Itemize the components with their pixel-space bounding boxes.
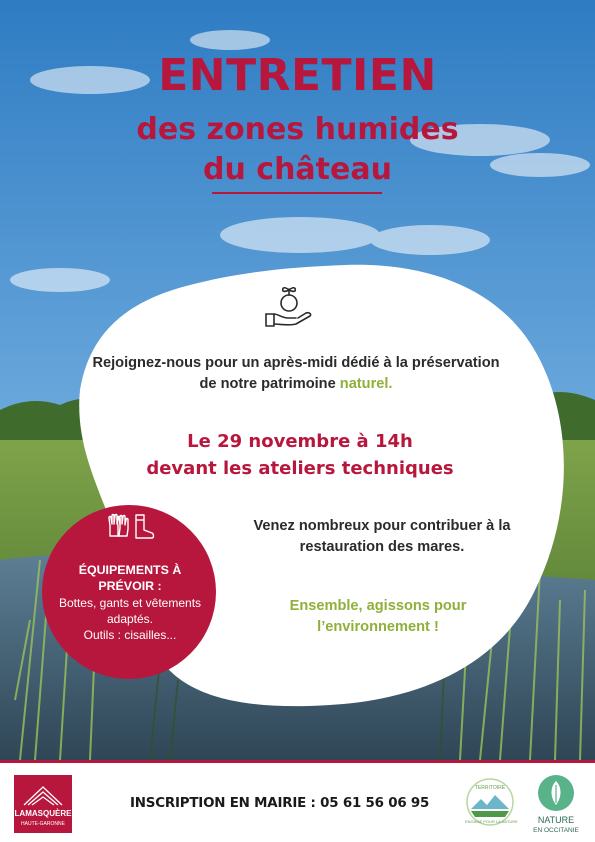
invite-text: Venez nombreux pour contribuer à la restauration des mares. (253, 518, 511, 555)
gloves-icon (109, 515, 128, 537)
equipment-line-2: Outils : cisailles... (83, 628, 177, 642)
event-date-line-2: devant les ateliers techniques (146, 458, 454, 479)
nature-occitanie-logo (528, 773, 584, 837)
nature-line-1: NATURE (537, 815, 575, 825)
logo-town-region: HAUTE-GARONNE (21, 821, 65, 827)
intro-highlight: naturel. (339, 376, 393, 392)
equipment-icons (104, 512, 156, 542)
lamasquere-logo (14, 775, 72, 833)
event-date (120, 428, 480, 482)
equipment-line-1: Bottes, gants et vêtements adaptés. (58, 596, 202, 626)
event-date-line-1: Le 29 novembre à 14h (187, 431, 413, 452)
intro-text (92, 353, 500, 395)
nature-line-2: EN OCCITANIE (533, 827, 579, 834)
equipment-list (58, 595, 202, 643)
boot-icon (136, 515, 154, 538)
slogan-text: Ensemble, agissons pour l’environnement ! (289, 598, 467, 635)
title-line-3: du château (203, 152, 392, 187)
logo-town-name: LAMASQUÈRE (14, 809, 72, 818)
territoire-top-text: TERRITOIRE (474, 785, 506, 791)
territoire-bottom-text: ENGAGÉ POUR LA NATURE (465, 819, 518, 824)
equipment-title: ÉQUIPEMENTS À PRÉVOIR : (78, 563, 182, 593)
footer (0, 760, 595, 842)
title-line-1: ENTRETIEN (158, 50, 437, 101)
territoire-nature-logo (465, 775, 518, 829)
title-line-2: des zones humides (136, 112, 459, 147)
intro-text-main: Rejoignez-nous pour un après-midi dédié à la préservation de notre patrimoine (92, 355, 500, 392)
hand-holding-plant-icon (262, 280, 316, 330)
inscription-text: INSCRIPTION EN MAIRIE : 05 61 56 06 95 (130, 796, 430, 811)
